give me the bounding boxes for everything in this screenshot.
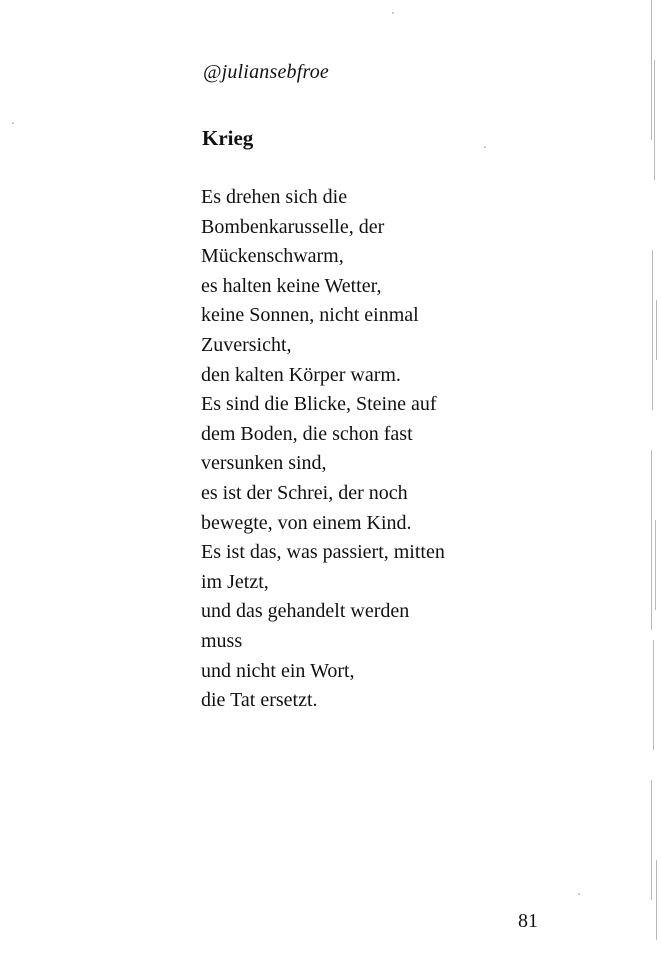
poem-line: bewegte, von einem Kind. (201, 511, 412, 534)
poem-line: Bombenkarusselle, der (201, 215, 385, 238)
poem-line: die Tat ersetzt. (201, 689, 318, 712)
poem-line: Es sind die Blicke, Steine auf (201, 393, 437, 416)
poem-line: es halten keine Wetter, (201, 274, 382, 297)
scan-speck (12, 122, 14, 124)
poem-line: Es ist das, was passiert, mitten (201, 541, 445, 564)
poem-line: keine Sonnen, nicht einmal (201, 304, 419, 327)
poem-line: und das gehandelt werden (201, 600, 410, 623)
poem-line: Es drehen sich die (201, 186, 348, 208)
poem-line: und nicht ein Wort, (201, 659, 355, 682)
scan-speck (578, 893, 580, 895)
scan-speck (484, 146, 486, 148)
poem-line: versunken sind, (201, 452, 327, 475)
scan-edge-artifact (647, 0, 661, 974)
poem-line: es ist der Schrei, der noch (201, 481, 408, 504)
poem-line: muss (201, 629, 243, 652)
poem-line: den kalten Körper warm. (201, 363, 401, 386)
poem-body (201, 183, 445, 716)
poem-line: Zuversicht, (201, 333, 292, 356)
poem-line: dem Boden, die schon fast (201, 422, 413, 445)
poem-title: Krieg (202, 126, 254, 150)
poem-line: im Jetzt, (201, 570, 269, 593)
author-handle: @juliansebfroe (203, 61, 330, 83)
page-number: 81 (518, 910, 538, 932)
scan-speck (392, 12, 394, 14)
poem-line: Mückenschwarm, (201, 245, 344, 268)
